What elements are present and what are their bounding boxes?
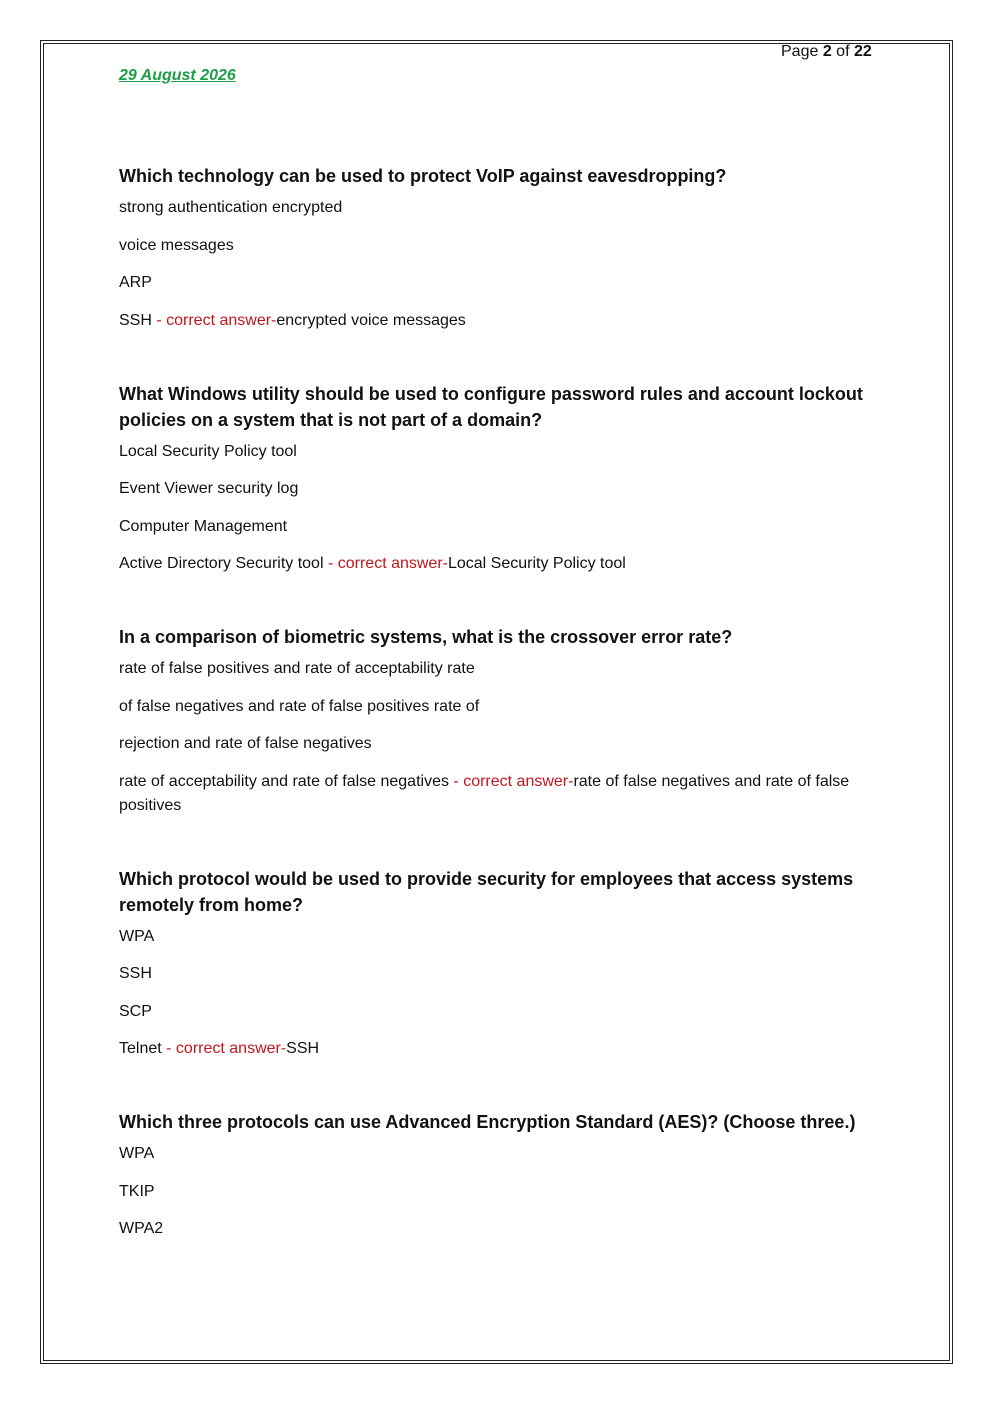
correct-answer-marker: - correct answer- [323,555,448,572]
question-text: Which technology can be used to protect VoIP against eavesdropping? [119,166,727,186]
question-text: What Windows utility should be used to configure password rules and account lockout policies on a system that is not part of a domain? [119,383,863,430]
option: ARP [119,274,152,291]
option: Event Viewer security log [119,480,299,497]
option-with-answer [119,1037,879,1061]
option: rate of acceptability and rate of false negatives [119,772,449,790]
page-current: 2 [822,43,832,60]
option: voice messages [119,236,234,254]
document-date: 29 August 2026 [119,67,236,84]
option: Telnet [119,1040,162,1057]
option: rate of false positives and rate of acceptability rate [119,660,475,677]
option-with-answer [119,552,879,576]
page-total: 22 [853,43,872,60]
correct-answer-marker: - correct answer- [151,311,277,329]
question-text: In a comparison of biometric systems, what is the crossover error rate? [119,627,733,647]
option: TKIP [119,1182,155,1200]
page-number: Page 2 of 22 [781,43,872,60]
option: SSH [119,311,152,329]
correct-answer-marker: - correct answer- [448,772,574,790]
question-4 [119,866,879,1062]
option: of false negatives and rate of false positives rate of [119,697,480,715]
question-2 [119,381,879,577]
option: WPA [119,1145,155,1162]
option: strong authentication encrypted [119,199,343,216]
option: Active Directory Security tool [119,555,324,572]
option: WPA [119,927,155,945]
correct-answer: encrypted voice messages [276,311,466,329]
question-1 [119,163,879,333]
correct-answer: Local Security Policy tool [447,555,626,572]
correct-answer: SSH [286,1040,320,1057]
question-3 [119,624,879,818]
option: Local Security Policy tool [119,442,297,460]
option: SCP [119,1002,152,1020]
option: SSH [119,965,152,982]
question-5 [119,1109,879,1241]
correct-answer-marker: - correct answer- [161,1040,287,1057]
option-with-answer [119,770,879,818]
question-list [119,163,879,1289]
correct-answer: rate of false negatives and rate of false positives [119,772,850,814]
option: Computer Management [119,517,288,535]
option: rejection and rate of false negatives [119,735,372,752]
question-text: Which protocol would be used to provide security for employees that access systems remotely from home? [119,868,854,915]
option-with-answer [119,309,879,333]
question-text: Which three protocols can use Advanced Encryption Standard (AES)? (Choose three.) [119,1112,856,1132]
option: WPA2 [119,1220,164,1237]
